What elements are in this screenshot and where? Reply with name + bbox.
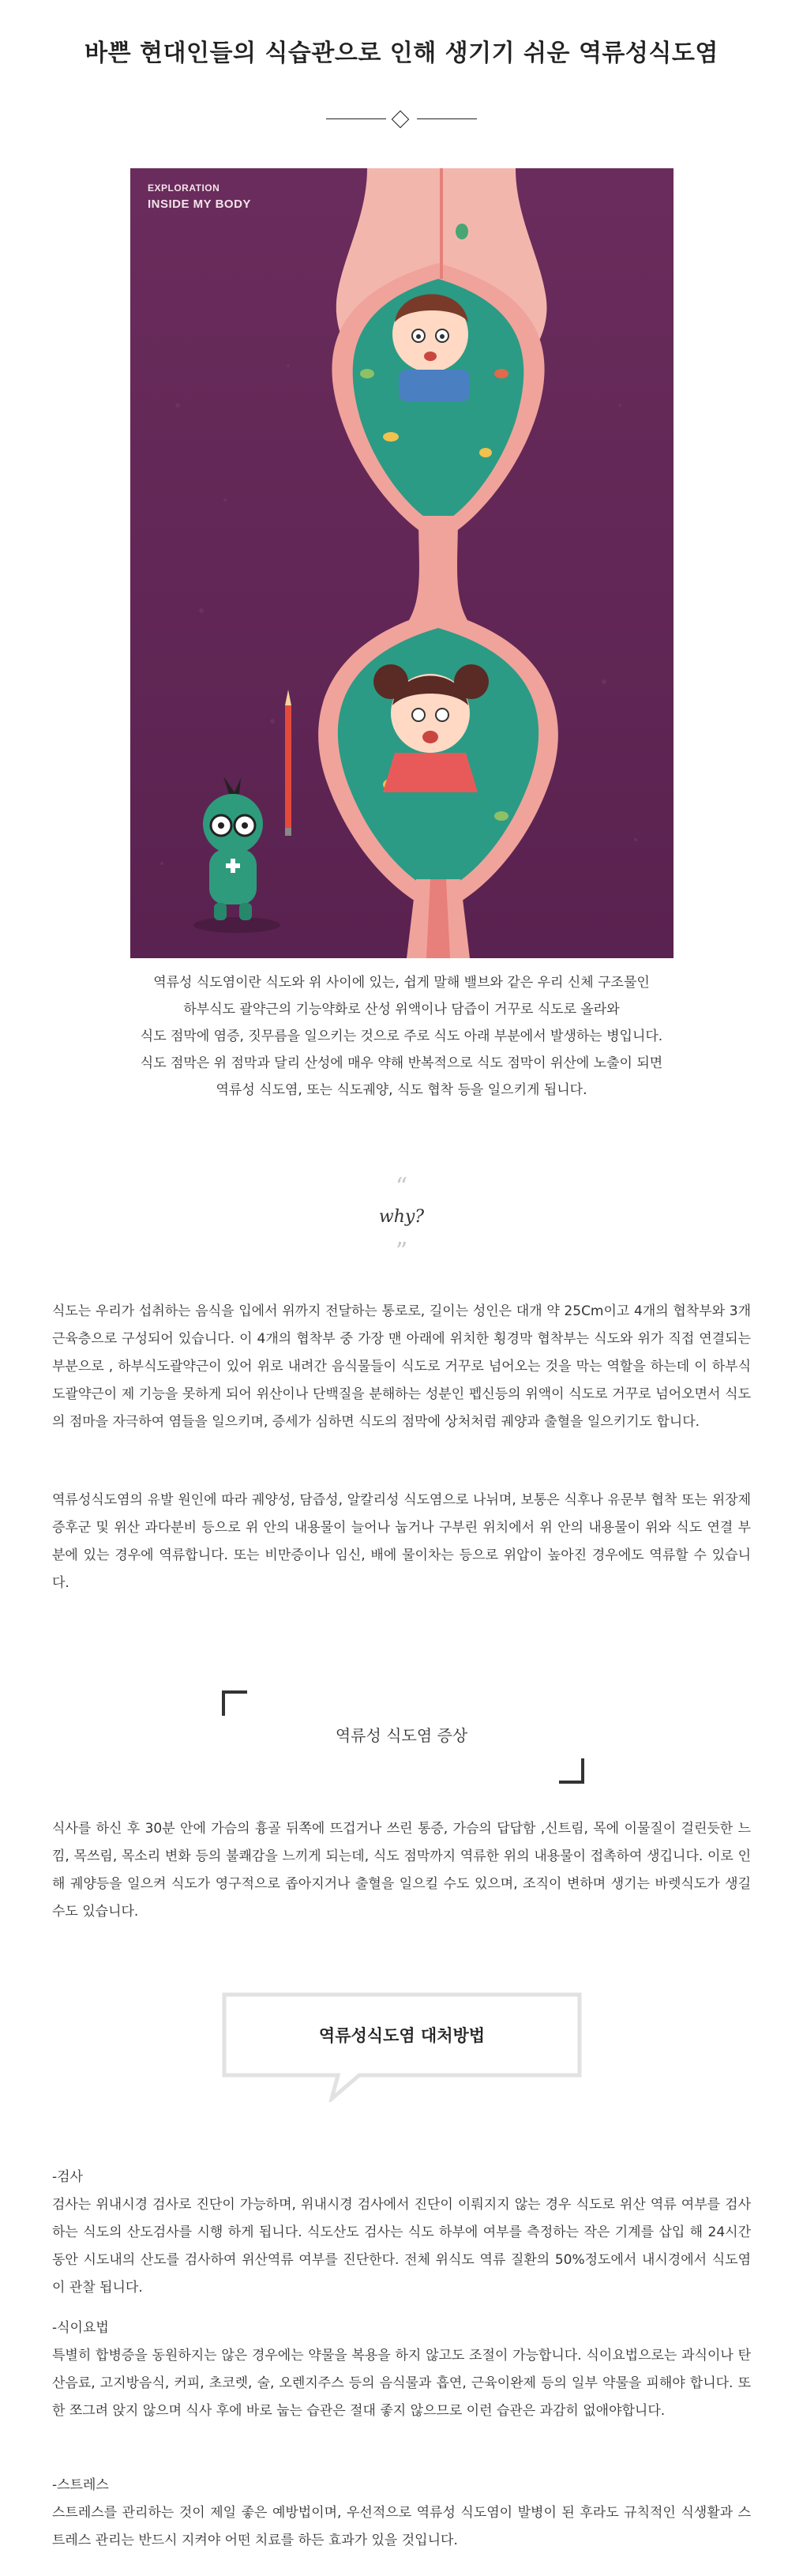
hero-label-top: EXPLORATION xyxy=(148,182,220,194)
treatment-heading: 역류성식도염 대처방법 xyxy=(318,2026,486,2045)
intro-line: 식도 점막에 염증, 짓무름을 일으키는 것으로 주로 식도 아래 부분에서 발생하는 병입니다. xyxy=(140,1029,663,1044)
intro-line: 역류성 식도염이란 식도와 위 사이에 있는, 쉽게 말해 밸브와 같은 우리 신체 구조물인 xyxy=(153,975,650,991)
symptoms-paragraph: 식사를 하신 후 30분 안에 가슴의 흉골 뒤쪽에 뜨겁거나 쓰린 통증, 가슴의 답답함 ,신트림, 목에 이물질이 걸린듯한 느낌, 목쓰림, 목소리 변화 등의 불쾌감을 느끼게 되는데, 식도 점막까지 역류한 위의 내용물이 접촉하여 생깁니다. 이로 인해 궤양등을 일으켜 식도가 영구적으로 좁아지거나 출혈을 일으킬 수도 있으며, 조직이 변하며 생기는 바렛식도가 생길 수도 있습니다. xyxy=(52,1821,751,1920)
treatment-section-text: 특별히 합병증을 동원하지는 않은 경우에는 약물을 복용을 하지 않고도 조절이 가능합니다. 식이요법으로는 과식이나 탄산음료, 고지방음식, 커피, 초코렛, 술, 오렌지주스 등의 음식물과 흡연, 근육이완제 등의 일부 약물을 피해야 합니다. 또한 쪼그려 앉지 않으며 식사 후에 바로 눕는 습관은 절대 좋지 않으므로 이런 습관은 과감히 없애야합니다. xyxy=(52,2348,751,2419)
intro-line: 하부식도 괄약근의 기능약화로 산성 위액이나 담즙이 거꾸로 식도로 올라와 xyxy=(183,1002,620,1017)
speech-bubble-shape xyxy=(221,1991,583,2102)
intro-line: 식도 점막은 위 점막과 달리 산성에 매우 약해 반복적으로 식도 점막이 위산에 노출이 되면 xyxy=(140,1055,663,1071)
treatment-section-text: 스트레스를 관리하는 것이 제일 좋은 예방법이며, 우선적으로 역류성 식도염이 발병이 된 후라도 규칙적인 식생활과 스트레스 관리는 반드시 지켜야 어떤 치료를 하든 효과가 있을 것입니다. xyxy=(52,2505,751,2548)
why-paragraph-2: 역류성식도염의 유발 원인에 따라 궤양성, 담즙성, 알칼리성 식도염으로 나뉘며, 보통은 식후나 유문부 협착 또는 위장제증후군 및 위산 과다분비 등으로 위 안의 내용물이 늘어나 눕거나 구부린 위치에서 위 안의 내용물이 위와 식도 연결 부분에 있는 경우에 역류합니다. 또는 비만증이나 임신, 배에 물이차는 등으로 위압이 높아진 경우에도 역류할 수 있습니다. xyxy=(52,1492,751,1591)
treatment-section-exam xyxy=(52,2164,751,2302)
divider-line-left xyxy=(326,118,386,119)
divider-diamond xyxy=(392,111,410,129)
title-divider xyxy=(326,111,477,128)
symptoms-heading: 역류성 식도염 증상 xyxy=(335,1726,468,1745)
why-heading: why? xyxy=(378,1207,425,1227)
treatment-section-diet xyxy=(52,2315,751,2425)
intro-line: 역류성 식도염, 또는 식도궤양, 식도 협착 등을 일으키게 됩니다. xyxy=(216,1082,587,1098)
treatment-section-heading: -스트레스 xyxy=(52,2477,109,2493)
treatment-section-stress xyxy=(52,2472,751,2555)
divider-line-right xyxy=(417,118,477,119)
bracket-bottom-right xyxy=(559,1758,584,1784)
why-paragraph-1: 식도는 우리가 섭취하는 음식을 입에서 위까지 전달하는 통로로, 길이는 성인은 대개 약 25Cm이고 4개의 협착부와 3개 근육층으로 구성되어 있습니다. 이 4개의 협착부 중 가장 맨 아래에 위치한 횡경막 협착부는 식도와 위가 직접 연결되는 부분으로 , 하부식도괄약근이 있어 위로 내려간 음식물들이 식도로 거꾸로 넘어오는 것을 막는 역할을 하는데 이 하부식도괄약근이 제 기능을 못하게 되어 위산이나 단백질을 분해하는 성분인 펩신등의 위액이 식도로 거꾸로 넘어오면서 식도의 점마을 자극하여 염들을 일으키며, 증세가 심하면 식도의 점막에 상처처럼 궤양과 출혈을 일으키기도 합니다. xyxy=(52,1303,751,1430)
treatment-section-heading: -식이요법 xyxy=(52,2320,109,2336)
intro-text xyxy=(79,969,724,1104)
treatment-section-heading: -검사 xyxy=(52,2169,83,2185)
bracket-top-left xyxy=(222,1690,247,1716)
hero-label-bottom: INSIDE MY BODY xyxy=(148,197,251,211)
close-quote: ” xyxy=(395,1238,408,1265)
hero-illustration xyxy=(130,168,674,958)
treatment-section-text: 검사는 위내시경 검사로 진단이 가능하며, 위내시경 검사에서 진단이 이뤄지지 않는 경우 식도로 위산 역류 여부를 검사하는 식도의 산도검사를 시행 하게 됩니다. 식도산도 검사는 식도 하부에 여부를 측정하는 작은 기계를 삽입 해 24시간 동안 시도내의 산도를 검사하여 위산역류 여부를 진단한다. 전체 위식도 역류 질환의 50%정도에서 내시경에서 식도염이 관찰 됩니다. xyxy=(52,2197,751,2296)
hero-artwork xyxy=(130,168,674,958)
open-quote: “ xyxy=(395,1173,408,1201)
speech-bubble xyxy=(221,1991,583,2102)
page-title: 바쁜 현대인들의 식습관으로 인해 생기기 쉬운 역류성식도염 xyxy=(84,39,719,67)
